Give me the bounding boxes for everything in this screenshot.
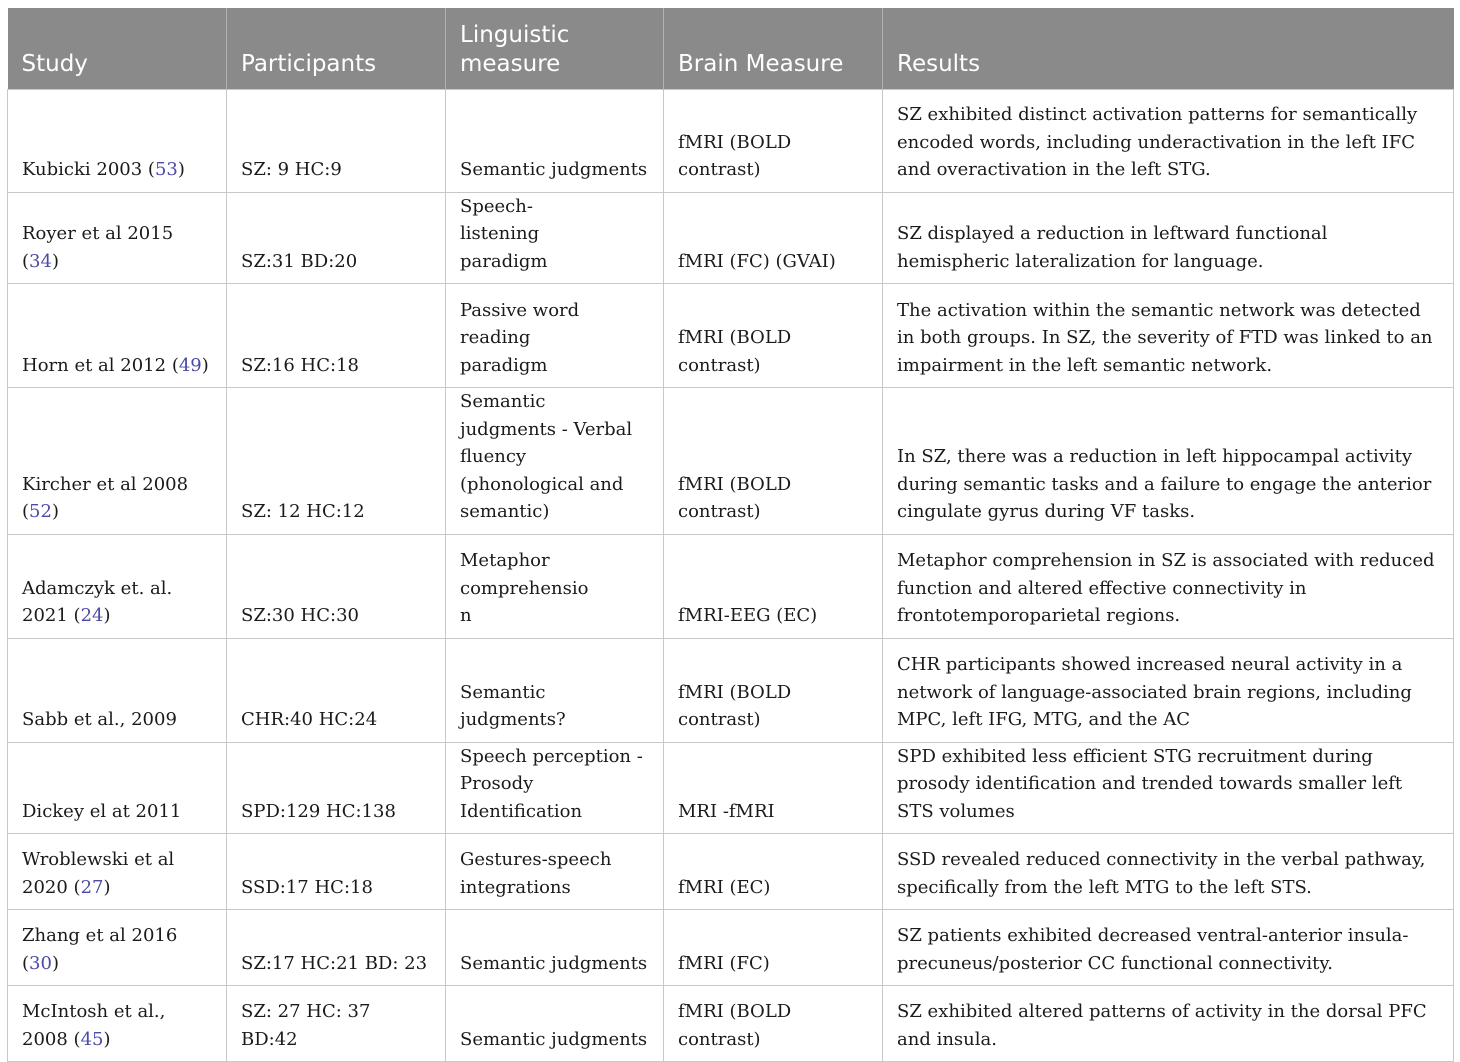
cell-brain-measure: MRI -fMRI: [664, 742, 883, 834]
table-row: [8, 192, 1454, 284]
reference-link[interactable]: 24: [80, 605, 104, 626]
cell-brain-measure: fMRI (BOLD contrast): [664, 638, 883, 742]
cell-participants: SZ: 27 HC: 37 BD:42: [227, 986, 446, 1062]
table-row: [8, 388, 1454, 535]
header-participants: Participants: [227, 8, 446, 89]
studies-table: [7, 8, 1454, 1062]
cell-linguistic-measure: Metaphor comprehension: [446, 534, 664, 638]
cell-linguistic-measure: Semantic judgments?: [446, 638, 664, 742]
study-name: McIntosh et al., 2008: [22, 1001, 166, 1050]
cell-participants: SZ:16 HC:18: [227, 284, 446, 388]
cell-participants: CHR:40 HC:24: [227, 638, 446, 742]
cell-linguistic-measure: Semantic judgments - Verbal fluency (phonological and semantic): [446, 388, 664, 535]
table-header: [8, 8, 1454, 89]
cell-participants: SSD:17 HC:18: [227, 834, 446, 910]
cell-results: In SZ, there was a reduction in left hippocampal activity during semantic tasks and a failure to engage the anterior cingulate gyrus during VF tasks.: [883, 388, 1454, 535]
header-brain-measure: Brain Measure: [664, 8, 883, 89]
cell-results: SZ patients exhibited decreased ventral-anterior insula-precuneus/posterior CC functional connectivity.: [883, 910, 1454, 986]
cell-participants: SZ:17 HC:21 BD: 23: [227, 910, 446, 986]
reference-link[interactable]: 34: [29, 250, 52, 272]
cell-study: Wroblewski et al 2020 (27): [8, 834, 227, 910]
cell-results: SZ displayed a reduction in leftward functional hemispheric lateralization for language.: [883, 192, 1454, 284]
cell-brain-measure: fMRI (BOLD contrast): [664, 89, 883, 192]
header-results: Results: [883, 8, 1454, 89]
table-row: [8, 638, 1454, 742]
study-name: Kubicki 2003: [22, 159, 148, 180]
cell-participants: SZ:31 BD:20: [227, 192, 446, 284]
cell-study: Kircher et al 2008 (52): [8, 388, 227, 535]
cell-participants: SZ:30 HC:30: [227, 534, 446, 638]
cell-results: CHR participants showed increased neural activity in a network of language-associated brain regions, including MPC, left IFG, MTG, and the AC: [883, 638, 1454, 742]
reference-link[interactable]: 53: [154, 159, 178, 180]
study-name: Zhang et al 2016: [22, 925, 178, 946]
table-row: [8, 910, 1454, 986]
cell-results: Metaphor comprehension in SZ is associated with reduced function and altered effective connectivity in frontotemporoparietal regions.: [883, 534, 1454, 638]
table-body: [8, 89, 1454, 1062]
study-name: Kircher et al 2008: [22, 473, 189, 495]
cell-linguistic-measure: Passive word reading paradigm: [446, 284, 664, 388]
cell-participants: SPD:129 HC:138: [227, 742, 446, 834]
cell-brain-measure: fMRI (EC): [664, 834, 883, 910]
table-row: [8, 89, 1454, 192]
cell-study: McIntosh et al., 2008 (45): [8, 986, 227, 1062]
cell-linguistic-measure: Speech-listening paradigm: [446, 192, 664, 284]
cell-linguistic-measure: Speech perception - Prosody Identification: [446, 742, 664, 834]
cell-linguistic-measure: Semantic judgments: [446, 986, 664, 1062]
table-row: [8, 284, 1454, 388]
table-row: [8, 834, 1454, 910]
cell-study: Kubicki 2003 (53): [8, 89, 227, 192]
cell-brain-measure: fMRI (FC): [664, 910, 883, 986]
cell-participants: SZ: 12 HC:12: [227, 388, 446, 535]
header-row: [8, 8, 1454, 89]
cell-study: Sabb et al., 2009: [8, 638, 227, 742]
study-name: Horn et al 2012: [22, 354, 172, 376]
reference-link[interactable]: 52: [29, 501, 52, 522]
header-linguistic-measure: Linguistic measure: [446, 8, 664, 89]
cell-study: Dickey el at 2011: [8, 742, 227, 834]
table-row: [8, 534, 1454, 638]
study-name: Wroblewski et al 2020: [22, 849, 175, 898]
cell-brain-measure: fMRI (BOLD contrast): [664, 388, 883, 535]
study-name: Royer et al 2015: [22, 223, 174, 244]
cell-results: The activation within the semantic network was detected in both groups. In SZ, the severity of FTD was linked to an impairment in the left semantic network.: [883, 284, 1454, 388]
reference-link[interactable]: 30: [29, 952, 52, 974]
cell-brain-measure: fMRI-EEG (EC): [664, 534, 883, 638]
header-study: Study: [8, 8, 227, 89]
cell-brain-measure: fMRI (BOLD contrast): [664, 284, 883, 388]
cell-linguistic-measure: Semantic judgments: [446, 910, 664, 986]
cell-results: SSD revealed reduced connectivity in the verbal pathway, specifically from the left MTG to the left STS.: [883, 834, 1454, 910]
table-row: [8, 986, 1454, 1062]
cell-results: SZ exhibited distinct activation patterns for semantically encoded words, including underactivation in the left IFC and overactivation in the left STG.: [883, 89, 1454, 192]
cell-brain-measure: fMRI (FC) (GVAI): [664, 192, 883, 284]
cell-linguistic-measure: Gestures-speech integrations: [446, 834, 664, 910]
cell-brain-measure: fMRI (BOLD contrast): [664, 986, 883, 1062]
cell-results: SPD exhibited less efficient STG recruitment during prosody identification and trended towards smaller left STS volumes: [883, 742, 1454, 834]
cell-study: Royer et al 2015 (34): [8, 192, 227, 284]
study-name: Adamczyk et. al. 2021: [22, 577, 173, 626]
reference-link[interactable]: 27: [80, 876, 104, 898]
table-row: [8, 742, 1454, 834]
cell-participants: SZ: 9 HC:9: [227, 89, 446, 192]
cell-study: Adamczyk et. al. 2021 (24): [8, 534, 227, 638]
cell-study: Horn et al 2012 (49): [8, 284, 227, 388]
cell-study: Zhang et al 2016 (30): [8, 910, 227, 986]
reference-link[interactable]: 45: [80, 1028, 104, 1050]
cell-linguistic-measure: Semantic judgments: [446, 89, 664, 192]
cell-results: SZ exhibited altered patterns of activity in the dorsal PFC and insula.: [883, 986, 1454, 1062]
reference-link[interactable]: 49: [178, 354, 202, 376]
